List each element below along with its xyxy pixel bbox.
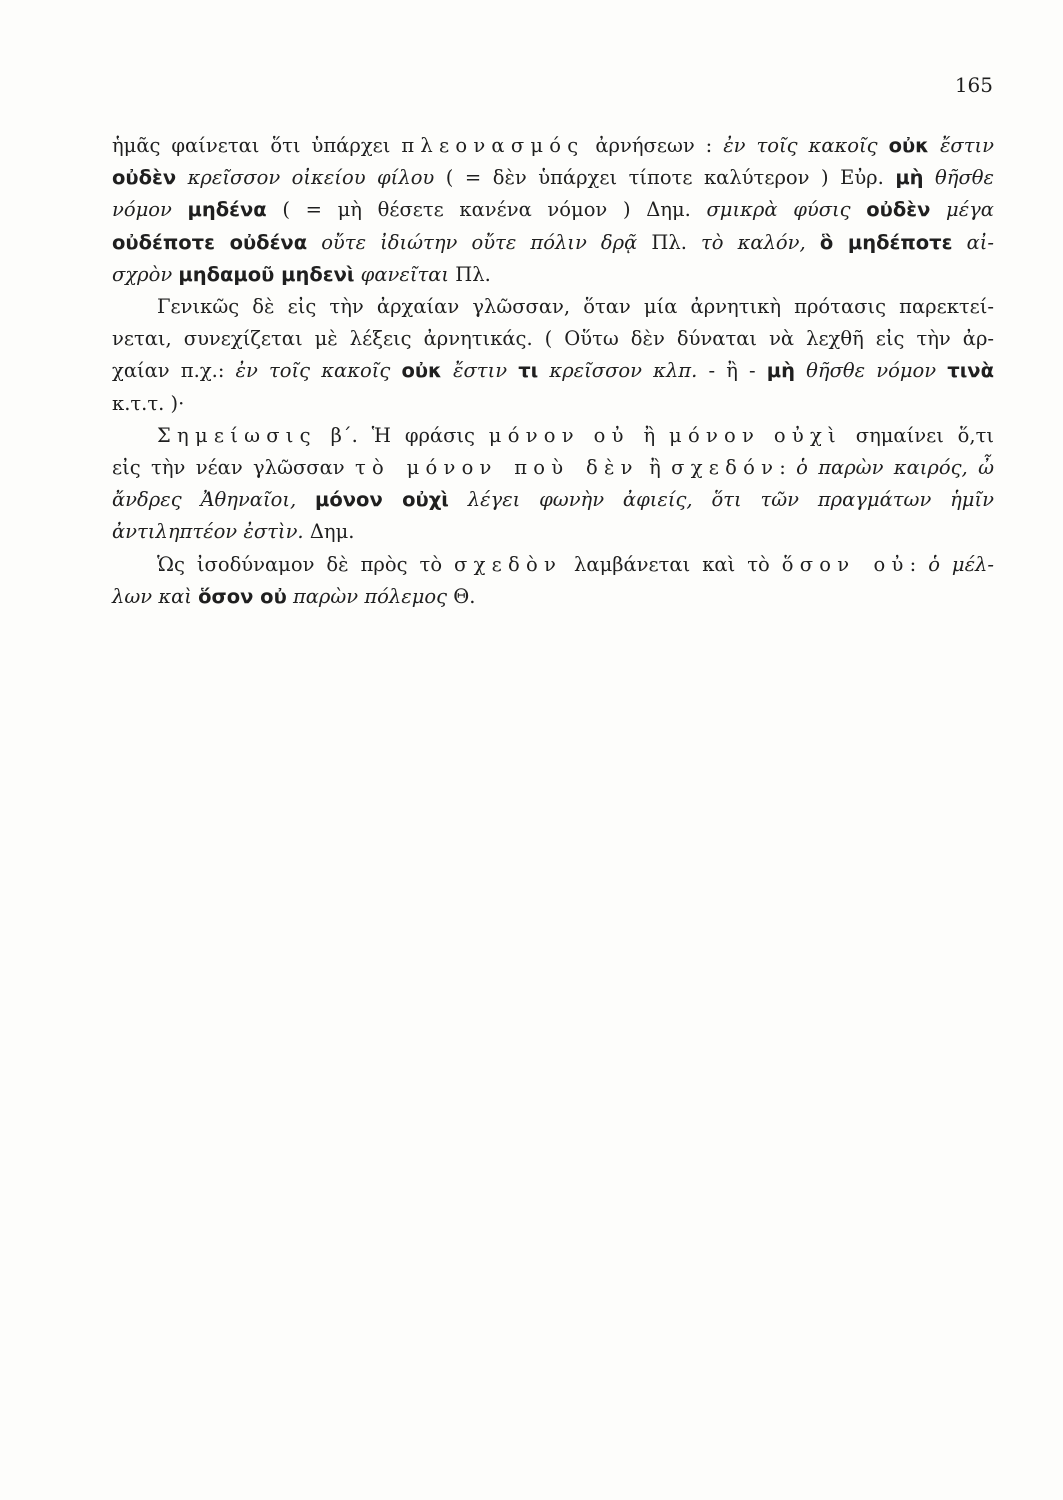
text-segment: οὐ (593, 423, 630, 447)
text-segment: μὴ (895, 166, 924, 190)
text-segment: ἔστιν (928, 134, 995, 157)
text-segment (760, 424, 774, 447)
text-segment: οὐχὶ (773, 423, 842, 447)
text-line (112, 227, 994, 259)
text-segment: μηδένα (187, 198, 267, 222)
text-segment: οὐδὲν (866, 198, 931, 222)
text-segment: Δημ. (303, 520, 355, 544)
text-segment: κρεῖσσον κλπ. (538, 359, 698, 383)
text-segment: ἀντιληπτέον ἐστὶν. (112, 520, 304, 544)
text-segment: Ὡς ἰσοδύναμον δὲ πρὸς τὸ (157, 552, 455, 576)
text-segment: σχεδόν (671, 456, 780, 480)
text-segment: ὃ μηδέποτε (819, 230, 953, 254)
text-segment: σχρὸν (112, 262, 179, 286)
text-segment: λων καὶ (112, 584, 199, 608)
text-segment: ἡμᾶς φαίνεται ὅτι ὑπάρχει (112, 134, 402, 157)
text-segment: μέγα (930, 198, 994, 222)
paragraph-negation-examples (112, 130, 994, 291)
text-segment: εἰς τὴν νέαν γλῶσσαν (112, 456, 355, 480)
text-line (112, 194, 994, 226)
text-segment: οὔτε ἰδιώτην οὔτε πόλιν δρᾷ (307, 230, 638, 254)
text-segment: ( = δὲν ὑπάρχει τίποτε καλύτερον ) Εὐρ. (434, 166, 896, 190)
text-segment: Σημείωσις (157, 423, 317, 447)
text-line (112, 388, 994, 420)
text-line (112, 323, 994, 355)
text-segment: ὁ παρὼν καιρός, ὦ (796, 456, 994, 480)
text-segment: - ἢ - (697, 359, 767, 383)
text-segment: ἔστιν (441, 359, 519, 383)
text-segment: νόμον (112, 198, 188, 222)
text-line (112, 549, 994, 581)
text-segment: μόνον οὐχὶ (315, 488, 449, 512)
text-segment: ἄνδρες Ἀθηναῖοι, (112, 488, 316, 512)
text-segment: οὐκ (888, 134, 929, 157)
text-segment: Πλ. (637, 230, 701, 254)
text-segment: ἐν τοῖς κακοῖς (235, 359, 402, 383)
text-segment: β΄. Ἡ φράσις (316, 423, 489, 447)
text-segment: ἐν τοῖς κακοῖς (723, 134, 889, 157)
text-segment: ὁ μέλ- (928, 552, 994, 576)
text-segment (580, 424, 594, 447)
text-line (112, 355, 994, 387)
text-segment: θῆσθε (923, 166, 994, 190)
text-line (112, 259, 994, 291)
text-segment: Πλ. (449, 262, 491, 286)
text-segment: τι (518, 359, 539, 383)
text-segment: σμικρὰ φύσις (706, 198, 867, 222)
text-segment: πλεονασμός (401, 134, 585, 157)
text-segment: τὸ καλόν, (701, 230, 820, 254)
paragraph-equivalent (112, 549, 994, 613)
text-segment: ἢ (638, 456, 672, 480)
text-line (112, 420, 994, 452)
text-segment: ἢ (629, 423, 670, 447)
text-segment: αἰ- (952, 230, 994, 254)
text-segment: : (909, 552, 929, 576)
text-segment: ( = μὴ θέσετε κανένα νόμον ) Δημ. (266, 198, 707, 222)
text-segment: φανεῖται (354, 262, 450, 286)
text-segment: οὐδὲν (112, 166, 177, 190)
text-segment: οὐκ (401, 359, 442, 383)
text-segment: Γενικῶς δὲ εἰς τὴν ἀρχαίαν γλῶσσαν, ὅταν μία ἀρνητικὴ πρότασις παρεκτεί- (157, 295, 994, 319)
text-segment: μόνον (669, 423, 761, 447)
text-segment: παρὼν πόλεμος (286, 584, 448, 608)
text-line (112, 516, 994, 548)
text-segment: νεται, συνεχίζεται μὲ λέξεις ἀρνητικάς. ( Οὕτω δὲν δύναται νὰ λεχθῆ εἰς τὴν ἀρ- (112, 327, 994, 351)
text-segment: μὴ (766, 359, 796, 383)
text-segment: χαίαν π.χ.: (112, 359, 236, 383)
text-segment: τινὰ (947, 359, 994, 383)
paragraph-note-beta (112, 420, 994, 549)
text-segment: μηδαμοῦ μηδενὶ (178, 262, 355, 286)
text-segment: σημαίνει ὅ,τι (841, 423, 995, 447)
text-segment: τὸ μόνον ποὺ δὲν (354, 456, 639, 480)
text-segment: ἀρνήσεων : (584, 134, 724, 157)
text-segment: κ.τ.τ. )· (112, 391, 185, 415)
text-line (112, 484, 994, 516)
text-line (112, 130, 994, 162)
page-number: 165 (954, 73, 993, 97)
paragraph-general-rule (112, 291, 994, 420)
text-segment: : (779, 456, 797, 480)
text-segment: οὐδέποτε οὐδένα (112, 230, 308, 254)
text-segment: λαμβάνεται καὶ τὸ (562, 552, 782, 576)
text-segment: λέγει φωνὴν ἀφιείς, ὅτι τῶν πραγμάτων ἡμῖν (448, 488, 994, 512)
text-segment: σχεδὸν (454, 552, 563, 576)
body-text (112, 130, 994, 613)
text-line (112, 452, 994, 484)
text-line (112, 291, 994, 323)
text-segment: ὅσον οὐ (781, 552, 910, 576)
text-segment: μόνον (488, 423, 580, 447)
text-line (112, 581, 994, 613)
text-segment: ὅσον οὐ (198, 584, 287, 608)
text-line (112, 162, 994, 194)
text-segment: Θ. (447, 584, 476, 608)
text-segment: κρεῖσσον οἰκείου φίλου (176, 166, 435, 190)
text-segment: θῆσθε νόμον (795, 359, 948, 383)
